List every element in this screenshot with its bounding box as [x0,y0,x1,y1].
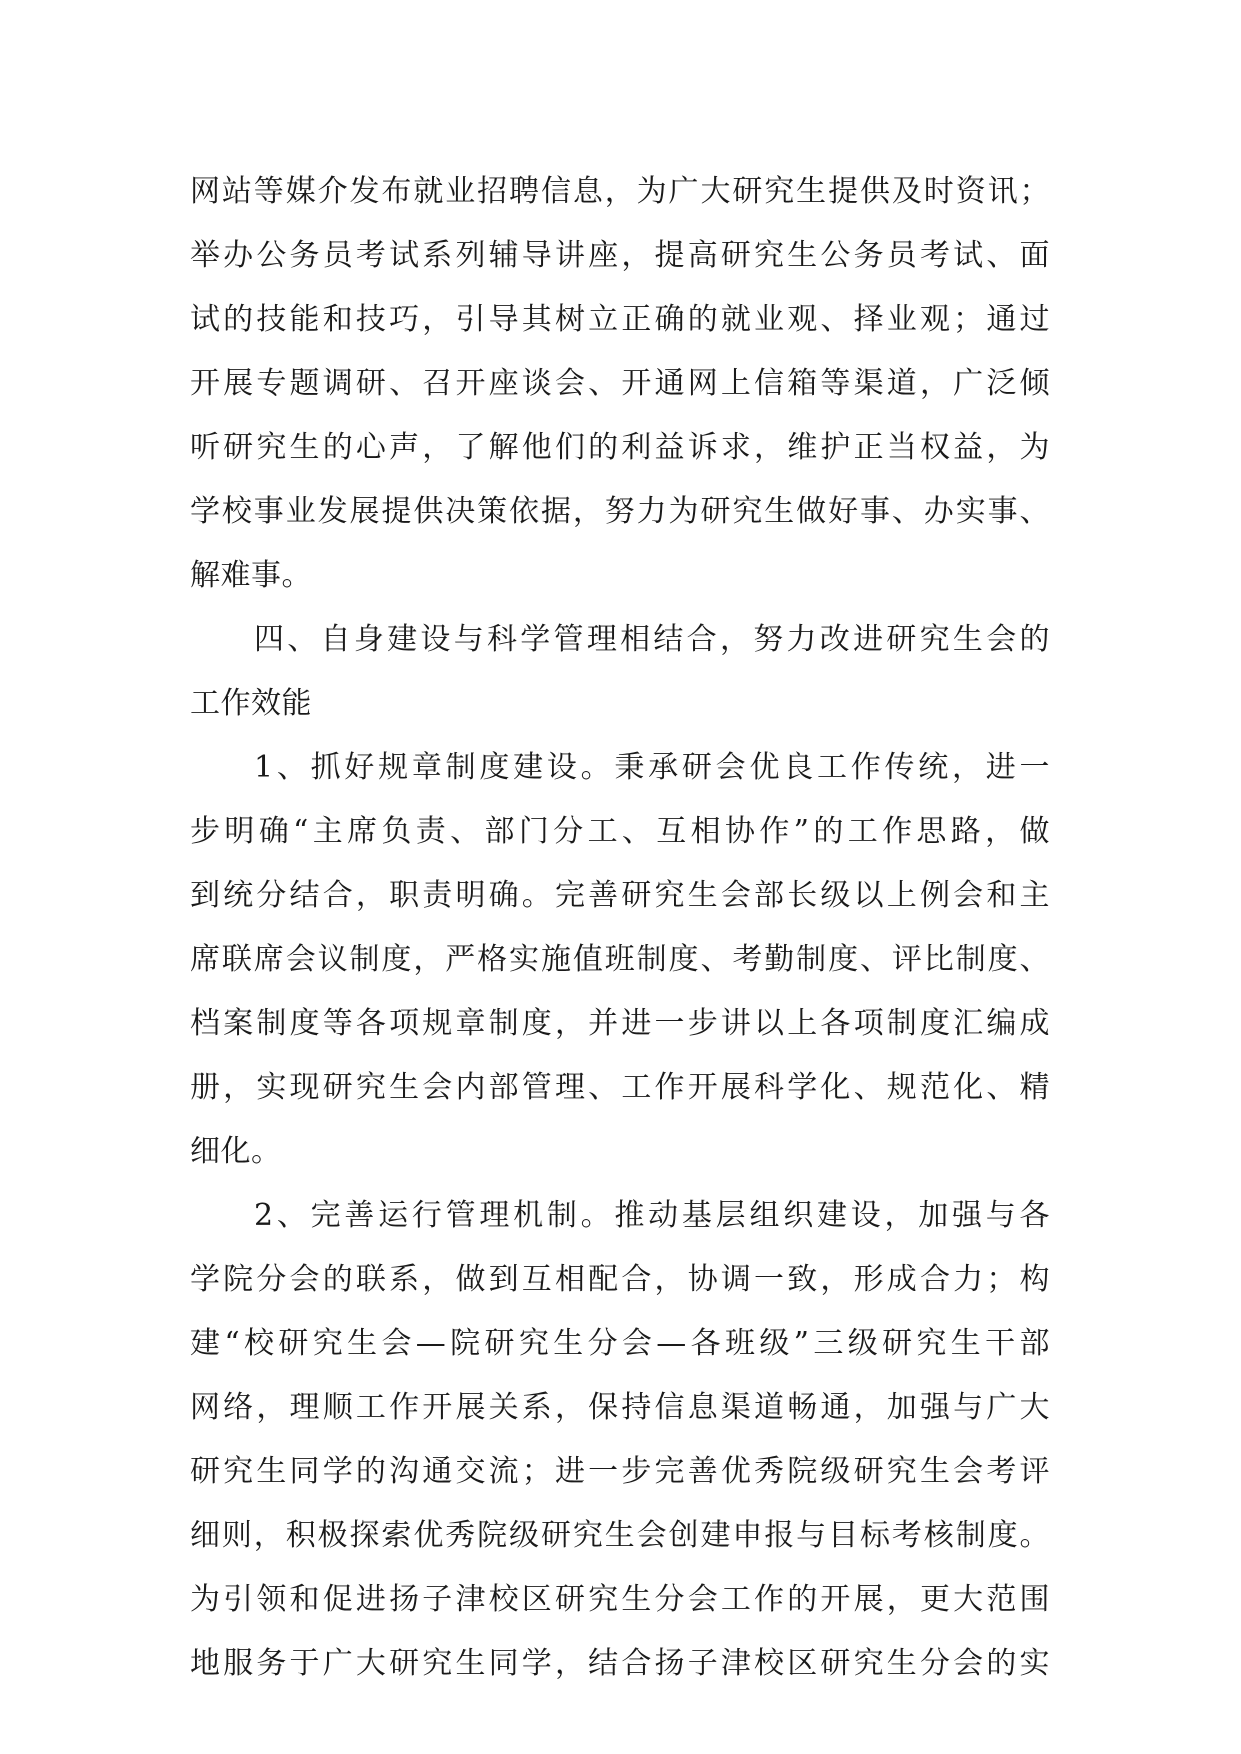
text-line-3: 试的技能和技巧，引导其树立正确的就业观、择业观；通过 [190,302,1050,337]
paragraph-2-line-6: 细则，积极探索优秀院级研究生会创建申报与目标考核制度。 [190,1518,1050,1553]
text-line-5: 听研究生的心声，了解他们的利益诉求，维护正当权益，为 [190,430,1050,465]
paragraph-1-line-6: 册，实现研究生会内部管理、工作开展科学化、规范化、精 [190,1070,1050,1105]
paragraph-1-line-4: 席联席会议制度，严格实施值班制度、考勤制度、评比制度、 [190,942,1050,977]
paragraph-1-line-7: 细化。 [190,1134,282,1169]
text-line-2: 举办公务员考试系列辅导讲座，提高研究生公务员考试、面 [190,238,1050,273]
paragraph-2-line-4: 网络，理顺工作开展关系，保持信息渠道畅通，加强与广大 [190,1390,1050,1425]
paragraph-2-line-3: 建“校研究生会—院研究生分会—各班级”三级研究生干部 [190,1326,1050,1361]
text-line-4: 开展专题调研、召开座谈会、开通网上信箱等渠道，广泛倾 [190,366,1050,401]
paragraph-1-line-3: 到统分结合，职责明确。完善研究生会部长级以上例会和主 [190,878,1050,913]
paragraph-2-line-2: 学院分会的联系，做到互相配合，协调一致，形成合力；构 [190,1262,1050,1297]
section-heading-line-1: 四、自身建设与科学管理相结合，努力改进研究生会的 [254,622,1050,657]
paragraph-2-line-5: 研究生同学的沟通交流；进一步完善优秀院级研究生会考评 [190,1454,1050,1489]
paragraph-1-line-1: 1、抓好规章制度建设。秉承研会优良工作传统，进一 [254,750,1050,785]
paragraph-1-line-2: 步明确“主席负责、部门分工、互相协作”的工作思路，做 [190,814,1050,849]
paragraph-2-line-1: 2、完善运行管理机制。推动基层组织建设，加强与各 [254,1198,1050,1233]
text-line-7: 解难事。 [190,558,312,593]
paragraph-2-line-8: 地服务于广大研究生同学，结合扬子津校区研究生分会的实 [190,1646,1050,1681]
paragraph-1-line-5: 档案制度等各项规章制度，并进一步讲以上各项制度汇编成 [190,1006,1050,1041]
paragraph-2-line-7: 为引领和促进扬子津校区研究生分会工作的开展，更大范围 [190,1582,1050,1617]
document-body [190,160,1050,1696]
text-line-6: 学校事业发展提供决策依据，努力为研究生做好事、办实事、 [190,494,1050,529]
section-heading-line-2: 工作效能 [190,686,312,721]
text-line-1: 网站等媒介发布就业招聘信息，为广大研究生提供及时资讯； [190,174,1050,209]
